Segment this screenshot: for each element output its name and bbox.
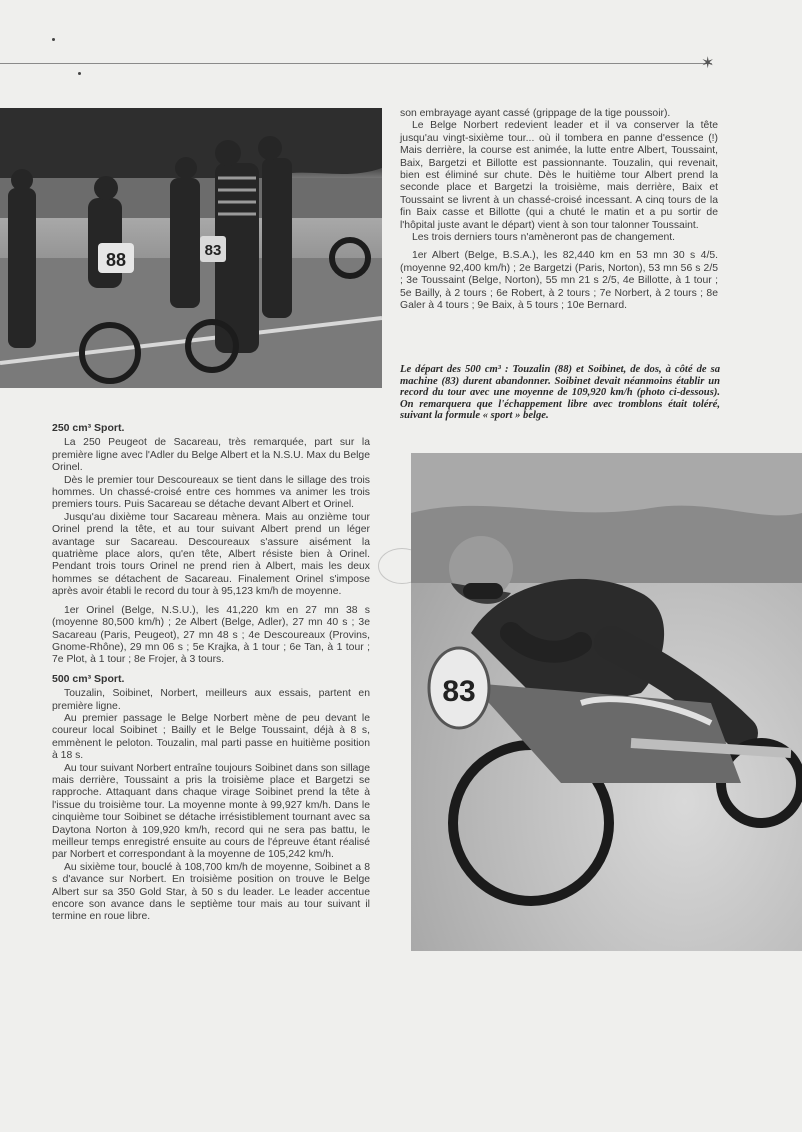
paragraph: Au sixième tour, bouclé à 108,700 km/h de moyenne, Soibinet a 8 s d'avance sur Norbert. En troisième position on trouve le Belge Albert sur sa 350 Gold Star, à 50 s du leader. Le leader accentue encore son avance dans le septième tour mais au tour suivant il termine en roue libre.	[52, 861, 370, 923]
header-rule	[0, 63, 712, 64]
right-text-column	[400, 108, 718, 313]
race-start-illustration	[0, 108, 382, 388]
paragraph: Au premier passage le Belge Norbert mène de peu devant le coureur local Soibinet ; Bailly et le Belge Toussaint, déjà à 8 s, emmènent le peloton. Touzalin, mal parti passe en huitième position à 18 s.	[52, 712, 370, 762]
section-heading-500: 500 cm³ Sport.	[52, 672, 125, 685]
paragraph: La 250 Peugeot de Sacareau, très remarquée, part sur la première ligne avec l'Adler du Belge Albert et la N.S.U. Max du Belge Orinel.	[52, 437, 370, 474]
paragraph: Dès le premier tour Descoureaux se tient dans le sillage des trois hommes. Un chassé-croisé entre ces hommes va animer les trois premiers tours. Puis Sacareau se détache devant Albert et Orinel.	[52, 474, 370, 511]
speck-dot	[52, 38, 55, 41]
results-250: 1er Orinel (Belge, N.S.U.), les 41,220 km en 27 mn 38 s (moyenne 80,500 km/h) ; 2e Albert (Belge, Adler), 27 mn 40 s ; 3e Sacareau (Paris, Peugeot), 27 mn 48 s ; 4e Descoureaux (Provins, Gnome-Rhône), 29 mn 06 s ; 5e Krajka, à 1 tour ; 6e Tan, à 1 tour ; 7e Plot, à 1 tour ; 8e Frojer, à 3 tours.	[52, 604, 370, 666]
results-500: 1er Albert (Belge, B.S.A.), les 82,440 km en 53 mn 30 s 4/5. (moyenne 92,400 km/h) ; 2e Bargetzi (Paris, Norton), 53 mn 56 s 2/5 ; 3e Toussaint (Belge, Norton), 55 mn 21 s 2/5, 4e Billotte, à 1 tour ; 5e Bailly, à 2 tours ; 6e Robert, à 2 tours ; 7e Norbert, à 2 tours ; 8e Galer à 4 tours ; 9e Baix, à 5 tours ; 10e Bernard.	[400, 250, 718, 312]
paragraph: son embrayage ayant cassé (grippage de la tige poussoir).	[400, 108, 671, 119]
paragraph: Les trois derniers tours n'amèneront pas de changement.	[412, 232, 676, 244]
number-plate-83: 83	[442, 675, 476, 708]
paragraph: Touzalin, Soibinet, Norbert, meilleurs aux essais, partent en première ligne.	[52, 688, 370, 712]
paragraph: Jusqu'au dixième tour Sacareau mènera. Mais au onzième tour Orinel prend la tête, et au tour suivant Albert prend un léger avantage sur Sacareau. Descoureaux s'assure aisément la quatrième place alors, qu'en tête, Albert résiste bien à Orinel. Pendant trois tours Orinel ne prend rien à Albert, mais les deux hommes se détachent de Sacareau. Finalement Orinel s'impose après avoir établi le record du tour à 95,123 km/h de moyenne.	[52, 511, 370, 598]
number-plate-83: 83	[204, 242, 222, 259]
race-start-photo	[0, 108, 382, 388]
number-plate-88: 88	[105, 250, 127, 270]
star-ornament-icon: ✶	[701, 55, 715, 72]
rider-cornering-photo	[411, 453, 802, 951]
rider-illustration	[411, 453, 802, 951]
photo-caption: Le départ des 500 cm³ : Touzalin (88) et Soibinet, de dos, à côté de sa machine (83) durent abandonner. Soibinet devait néanmoins établir un record du tour avec une moyenne de 109,920 km/h (photo ci-dessous). On remarquera que l'échappement libre avec tromblons était toléré, suivant la formule « sport » belge.	[400, 364, 720, 422]
paragraph: Au tour suivant Norbert entraîne toujours Soibinet dans son sillage mais derrière, Toussaint a pris la troisième place et Bargetzi se rapproche. Attaquant dans chaque virage Soibinet prend la tête à l'issue du troisième tour. La moyenne monte à 99,927 km/h. Dans le cinquième tour Soibinet se détache irrésistiblement tournant avec sa Daytona Norton à 109,920 km/h, record qui ne sera pas battu, le meilleur temps enregistré ensuite au cours de l'épreuve étant réalisé par Norbert et correspondant à la moyenne de 105,242 km/h.	[52, 762, 370, 861]
speck-dot	[78, 72, 81, 75]
paragraph: Le Belge Norbert redevient leader et il va conserver la tête jusqu'au vingt-sixième tour... où il tombera en panne d'essence (!) Mais derrière, la course est animée, la lutte entre Albert, Toussaint, Baix, Bargetzi et Billotte est passionnante. Touzalin, qui revenait, bien est éliminé sur chute. Dès le huitième tour Albert prend la seconde place et Bargetzi la troisième, mais derrière, Baix et Toussaint se livrent à un chassé-croisé incessant. A cinq tours de la fin Baix casse et Billotte (qui a chuté le matin et a pu sortir de l'hôpital juste avant le départ) vient à son tour talonner Toussaint.	[400, 120, 718, 231]
section-heading-250: 250 cm³ Sport.	[52, 422, 125, 434]
left-text-column	[52, 422, 370, 924]
